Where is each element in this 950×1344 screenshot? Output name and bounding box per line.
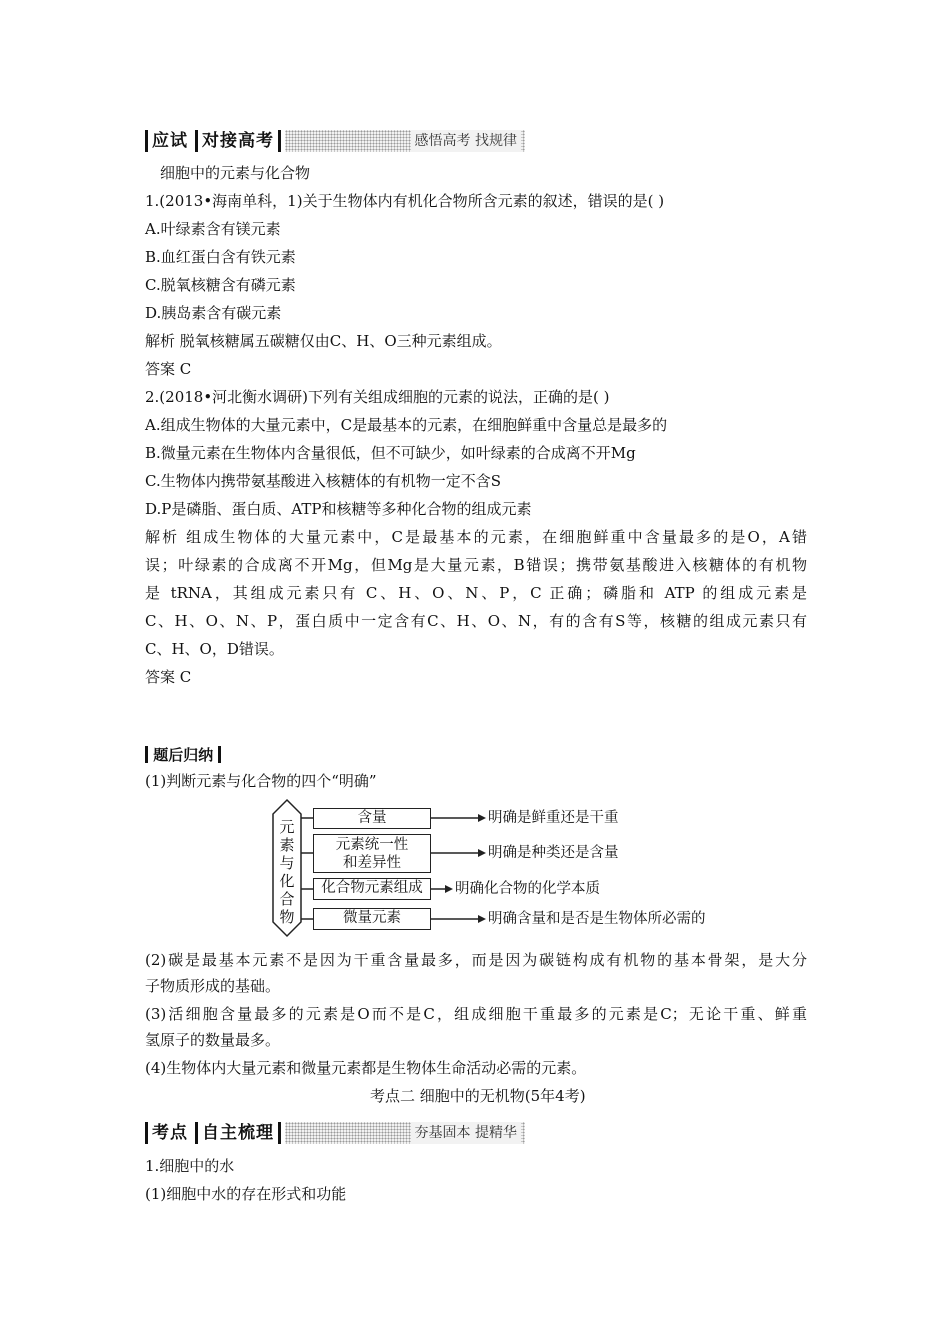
- heading-bar: [218, 746, 221, 763]
- diagram-label-composition: 明确化合物的化学本质: [455, 881, 600, 897]
- question-1-option-c: C.脱氧核糖含有磷元素: [145, 276, 296, 294]
- center-char: 合: [279, 890, 295, 908]
- banner-divider: [195, 1122, 198, 1144]
- question-1-analysis: 解析 脱氧核糖属五碳糖仅由C、H、O三种元素组成。: [145, 332, 502, 350]
- banner-left-text: 考点: [152, 1123, 188, 1143]
- question-2-analysis-line: 是 tRNA，其组成元素只有 C、H、O、N、P，C 正确；磷脂和 ATP 的组成元素是: [145, 584, 807, 602]
- banner-bar: [145, 1122, 148, 1144]
- question-2-analysis-line: C、H、O，D错误。: [145, 640, 284, 658]
- question-2-analysis-line: 解析 组成生物体的大量元素中，C是最基本的元素，在细胞鲜重中含量最多的是O，A错: [145, 528, 807, 546]
- diagram-center-label: [278, 818, 296, 926]
- banner-divider: [278, 130, 281, 152]
- question-2-option-b: B.微量元素在生物体内含量很低，但不可缺少，如叶绿素的合成离不开Mg: [145, 444, 636, 462]
- question-2-answer: 答案 C: [145, 668, 192, 686]
- center-char: 与: [279, 854, 295, 872]
- section-banner-review: [145, 1120, 525, 1146]
- banner-right-text: 自主梳理: [202, 1123, 274, 1143]
- elements-compounds-diagram: [265, 798, 725, 938]
- center-char: 化: [279, 872, 295, 890]
- summary-item-3-line: (3)活细胞含量最多的元素是O而不是C，组成细胞干重最多的元素是C；无论干重、鲜重: [145, 1005, 807, 1023]
- diagram-box-trace: 微量元素: [313, 908, 431, 930]
- summary-item-2-line: (2)碳是最基本元素不是因为干重含量最多，而是因为碳链构成有机物的基本骨架，是大分: [145, 951, 807, 969]
- question-2-option-d: D.P是磷脂、蛋白质、ATP和核糖等多种化合物的组成元素: [145, 500, 532, 518]
- summary-heading: [145, 745, 221, 765]
- diagram-box-content: 含量: [313, 808, 431, 829]
- summary-item-1: (1)判断元素与化合物的四个“明确”: [145, 772, 377, 790]
- question-2-option-c: C.生物体内携带氨基酸进入核糖体的有机物一定不含S: [145, 472, 501, 490]
- summary-item-2-line: 子物质形成的基础。: [145, 977, 281, 995]
- diagram-box-composition: 化合物元素组成: [313, 878, 431, 900]
- question-1-option-b: B.血红蛋白含有铁元素: [145, 248, 296, 266]
- center-char: 物: [279, 908, 295, 926]
- center-char: 素: [279, 836, 295, 854]
- diagram-box-unity: 元素统一性和差异性: [313, 834, 431, 873]
- banner-right-text: 对接高考: [202, 131, 274, 151]
- diagram-label-content: 明确是鲜重还是干重: [488, 810, 619, 826]
- banner-tag: 夯基固本 提精华: [411, 1122, 521, 1144]
- diagram-label-trace: 明确含量和是否是生物体所必需的: [488, 911, 706, 927]
- point-1-sub: (1)细胞中水的存在形式和功能: [145, 1185, 347, 1203]
- section-banner-exam: [145, 128, 525, 154]
- diagram-label-unity: 明确是种类还是含量: [488, 845, 619, 861]
- question-1-answer: 答案 C: [145, 360, 192, 378]
- banner-tag: 感悟高考 找规律: [411, 130, 521, 152]
- section-subtitle: 细胞中的元素与化合物: [160, 164, 311, 182]
- banner-bar: [145, 130, 148, 152]
- question-2-analysis-line: 误；叶绿素的合成离不开Mg，但Mg是大量元素，B错误；携带氨基酸进入核糖体的有机物: [145, 556, 807, 574]
- banner-left-text: 应试: [152, 131, 188, 151]
- heading-bar: [145, 746, 148, 763]
- summary-item-4: (4)生物体内大量元素和微量元素都是生物体生命活动必需的元素。: [145, 1059, 587, 1077]
- summary-item-3-line: 氢原子的数量最多。: [145, 1031, 281, 1049]
- summary-heading-text: 题后归纳: [153, 746, 214, 764]
- question-2-option-a: A.组成生物体的大量元素中，C是最基本的元素，在细胞鲜重中含量总是最多的: [145, 416, 668, 434]
- banner-divider: [278, 1122, 281, 1144]
- point-1: 1.细胞中的水: [145, 1157, 235, 1175]
- section-2-title: 考点二 细胞中的无机物(5年4考): [370, 1087, 586, 1105]
- question-1-stem: 1.(2013•海南单科，1)关于生物体内有机化合物所含元素的叙述，错误的是( ): [145, 192, 665, 210]
- question-1-option-d: D.胰岛素含有碳元素: [145, 304, 282, 322]
- question-2-analysis-line: C、H、O、N、P，蛋白质中一定含有C、H、O、N，有的含有S等，核糖的组成元素只有: [145, 612, 807, 630]
- banner-divider: [195, 130, 198, 152]
- question-2-stem: 2.(2018•河北衡水调研)下列有关组成细胞的元素的说法，正确的是( ): [145, 388, 610, 406]
- center-char: 元: [279, 818, 295, 836]
- question-1-option-a: A.叶绿素含有镁元素: [145, 220, 281, 238]
